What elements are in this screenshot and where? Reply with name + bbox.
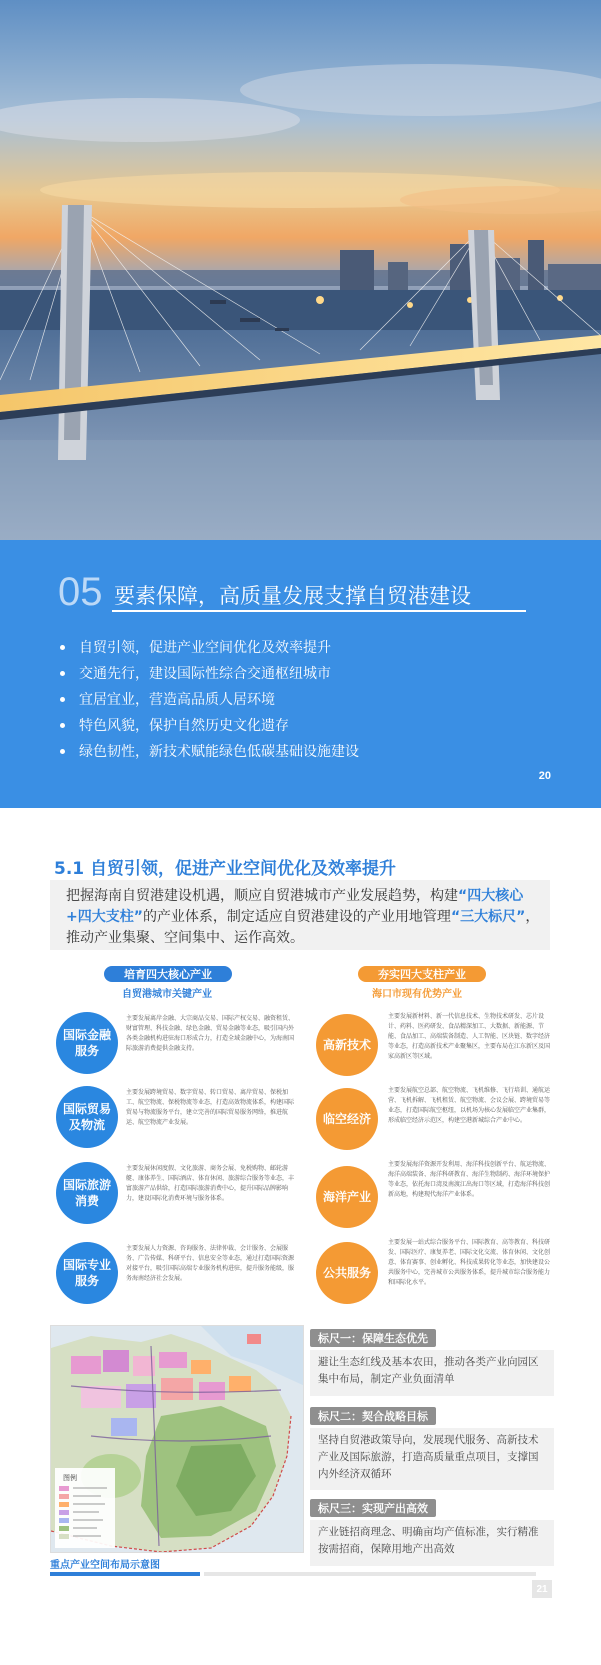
ruler-title: 标尺三：实现产出高效 [310,1499,436,1517]
bullet-dot-icon [60,749,65,754]
chapter-bullet: 绿色韧性，新技术赋能绿色低碳基础设施建设 [60,738,359,764]
section-intro: 把握海南自贸港建设机遇，顺应自贸港城市产业发展趋势，构建“四大核心+四大支柱”的产业体系，制定适应自贸港建设的产业用地管理“三大标尺”，推动产业集聚、空间集中、运作高效。 [50,880,550,950]
bullet-dot-icon [60,723,65,728]
map-caption: 重点产业空间布局示意图 [50,1560,160,1571]
page-number: 21 [532,1580,552,1598]
chapter-title-underline [112,610,526,612]
pillar-industry-badge: 海洋产业 [316,1166,378,1228]
bullet-dot-icon [60,645,65,650]
pillar-industry-desc: 主要发展海洋资源开发利用、海洋科技创新平台、航运物流、海洋高端装备、海洋科研教育、海洋生物制药、海洋环境保护等业态，依托海口湾及南渡江出海口等区域，打造海洋科技创新高地，构建现代海洋产业体系。 [388,1161,551,1198]
bullet-dot-icon [60,671,65,676]
core-industries-heading: 培育四大核心产业 [104,966,232,982]
pillar-industry-desc: 主要发展一站式综合服务平台、国际教育、高等教育、科技研发、国际医疗、康复养老、国际文化交流、体育休闲、文化创意、体育赛事、创业孵化、科技成果转化等业态，加快建设公共服务中心，完善城市公共服务体系，提升城市综合服务能力和国际化水平。 [388,1239,551,1286]
core-industry-badge: 国际金融 服务 [56,1012,118,1074]
pillar-industry-badge: 高新技术 [316,1014,378,1076]
core-industry-desc: 主要发展离岸金融、大宗商品交易、国际产权交易、融资租赁、财富管理、科技金融、绿色金融、贸易金融等业态，吸引国内外各类金融机构进驻海口形成合力，打造全域金融中心，为海南国际旅游消费提供金融支持。 [126,1015,295,1052]
core-industry-badge: 国际专业 服务 [56,1242,118,1304]
bullet-dot-icon [60,697,65,702]
pillar-industry-badge: 临空经济 [316,1088,378,1150]
chapter-title: 要素保障，高质量发展支撑自贸港建设 [114,584,471,608]
core-industry-badge: 国际贸易 及物流 [56,1086,118,1148]
pillar-industries-subheading: 海口市现有优势产业 [372,989,462,1000]
chapter-number: 05 [58,570,103,614]
core-industry-badge: 国际旅游 消费 [56,1162,118,1224]
chapter-bullet: 自贸引领，促进产业空间优化及效率提升 [60,634,359,660]
pillar-industry-desc: 主要发展航空总部、航空物流、飞机维修、飞行培训、通航运营、飞机拆解、飞机租赁、航空物流、会议会展、跨境贸易等业态，打造国际航空枢纽，以机场为核心发展临空产业集群，形成临空经济示范区，构建空港新城综合产业中心。 [388,1087,551,1124]
chapter-bullet: 宜居宜业，营造高品质人居环境 [60,686,359,712]
core-industry-desc: 主要发展人力资源、咨询服务、法律仲裁、会计服务、会展服务、广告传媒、科研平台、信息安全等业态，通过打造国际资源对接平台，吸引国际高端专业服务机构进驻，提升服务能级，服务海南经济社会发展。 [126,1245,295,1282]
pillar-industry-desc: 主要发展新材料、新一代信息技术、生物技术研发、芯片设计、药料、医药研发、食品精深加工、大数据、新能源、节能、食品加工、高端装备制造、人工智能、区块链、数字经济等业态，打造高新技术产业聚集区，主要布局在江东新区及国家高新区等区域。 [388,1013,551,1060]
ruler-title: 标尺二：契合战略目标 [310,1407,436,1425]
map-legend-title: 图例 [63,1474,77,1482]
pillar-industry-badge: 公共服务 [316,1242,378,1304]
ruler-body: 产业链招商理念、明确亩均产值标准，实行精准按需招商，保障用地产出高效 [310,1520,554,1566]
core-industry-desc: 主要发展跨境贸易、数字贸易、转口贸易、离岸贸易、保税加工、航空物流、保税物流等业态，打造高效物流体系，构建国际贸易与物流服务平台，建立完善的国际贸易服务网络，推进航运、航空物流产业发展。 [126,1089,295,1126]
ruler-body: 坚持自贸港政策导向，发展现代服务、高新技术产业及国际旅游，打造高质量重点项目，支撑国内外经济双循环 [310,1428,554,1490]
core-industries-subheading: 自贸港城市关键产业 [122,989,212,1000]
chapter-bullet-list [60,634,359,764]
core-industry-desc: 主要发展休闲度假、文化旅游、商务会展、免税购物、邮轮游艇、康体养生、国际酒店、体育休闲、旅游综合服务等业态，丰富旅游产品供给，打造国际旅游消费中心，提升国际品牌影响力，建设国际化消费环境与服务体系。 [126,1165,295,1202]
industry-layout-map [50,1325,304,1553]
hero-photo [0,0,601,540]
pillar-industries-heading: 夯实四大支柱产业 [358,966,486,982]
footer-rule [204,1572,536,1576]
page-number: 20 [538,770,551,782]
intro-highlight: “四大核心+四大支柱” [66,888,524,925]
chapter-band [0,540,601,808]
footer-accent-bar [50,1572,200,1576]
section-title: 5.1 自贸引领，促进产业空间优化及效率提升 [54,859,397,879]
chapter-bullet: 交通先行，建设国际性综合交通枢纽城市 [60,660,359,686]
ruler-body: 避让生态红线及基本农田，推动各类产业向园区集中布局，制定产业负面清单 [310,1350,554,1396]
chapter-bullet: 特色风貌，保护自然历史文化遗存 [60,712,359,738]
ruler-title: 标尺一：保障生态优先 [310,1329,436,1347]
intro-highlight: “三大标尺” [450,909,526,925]
